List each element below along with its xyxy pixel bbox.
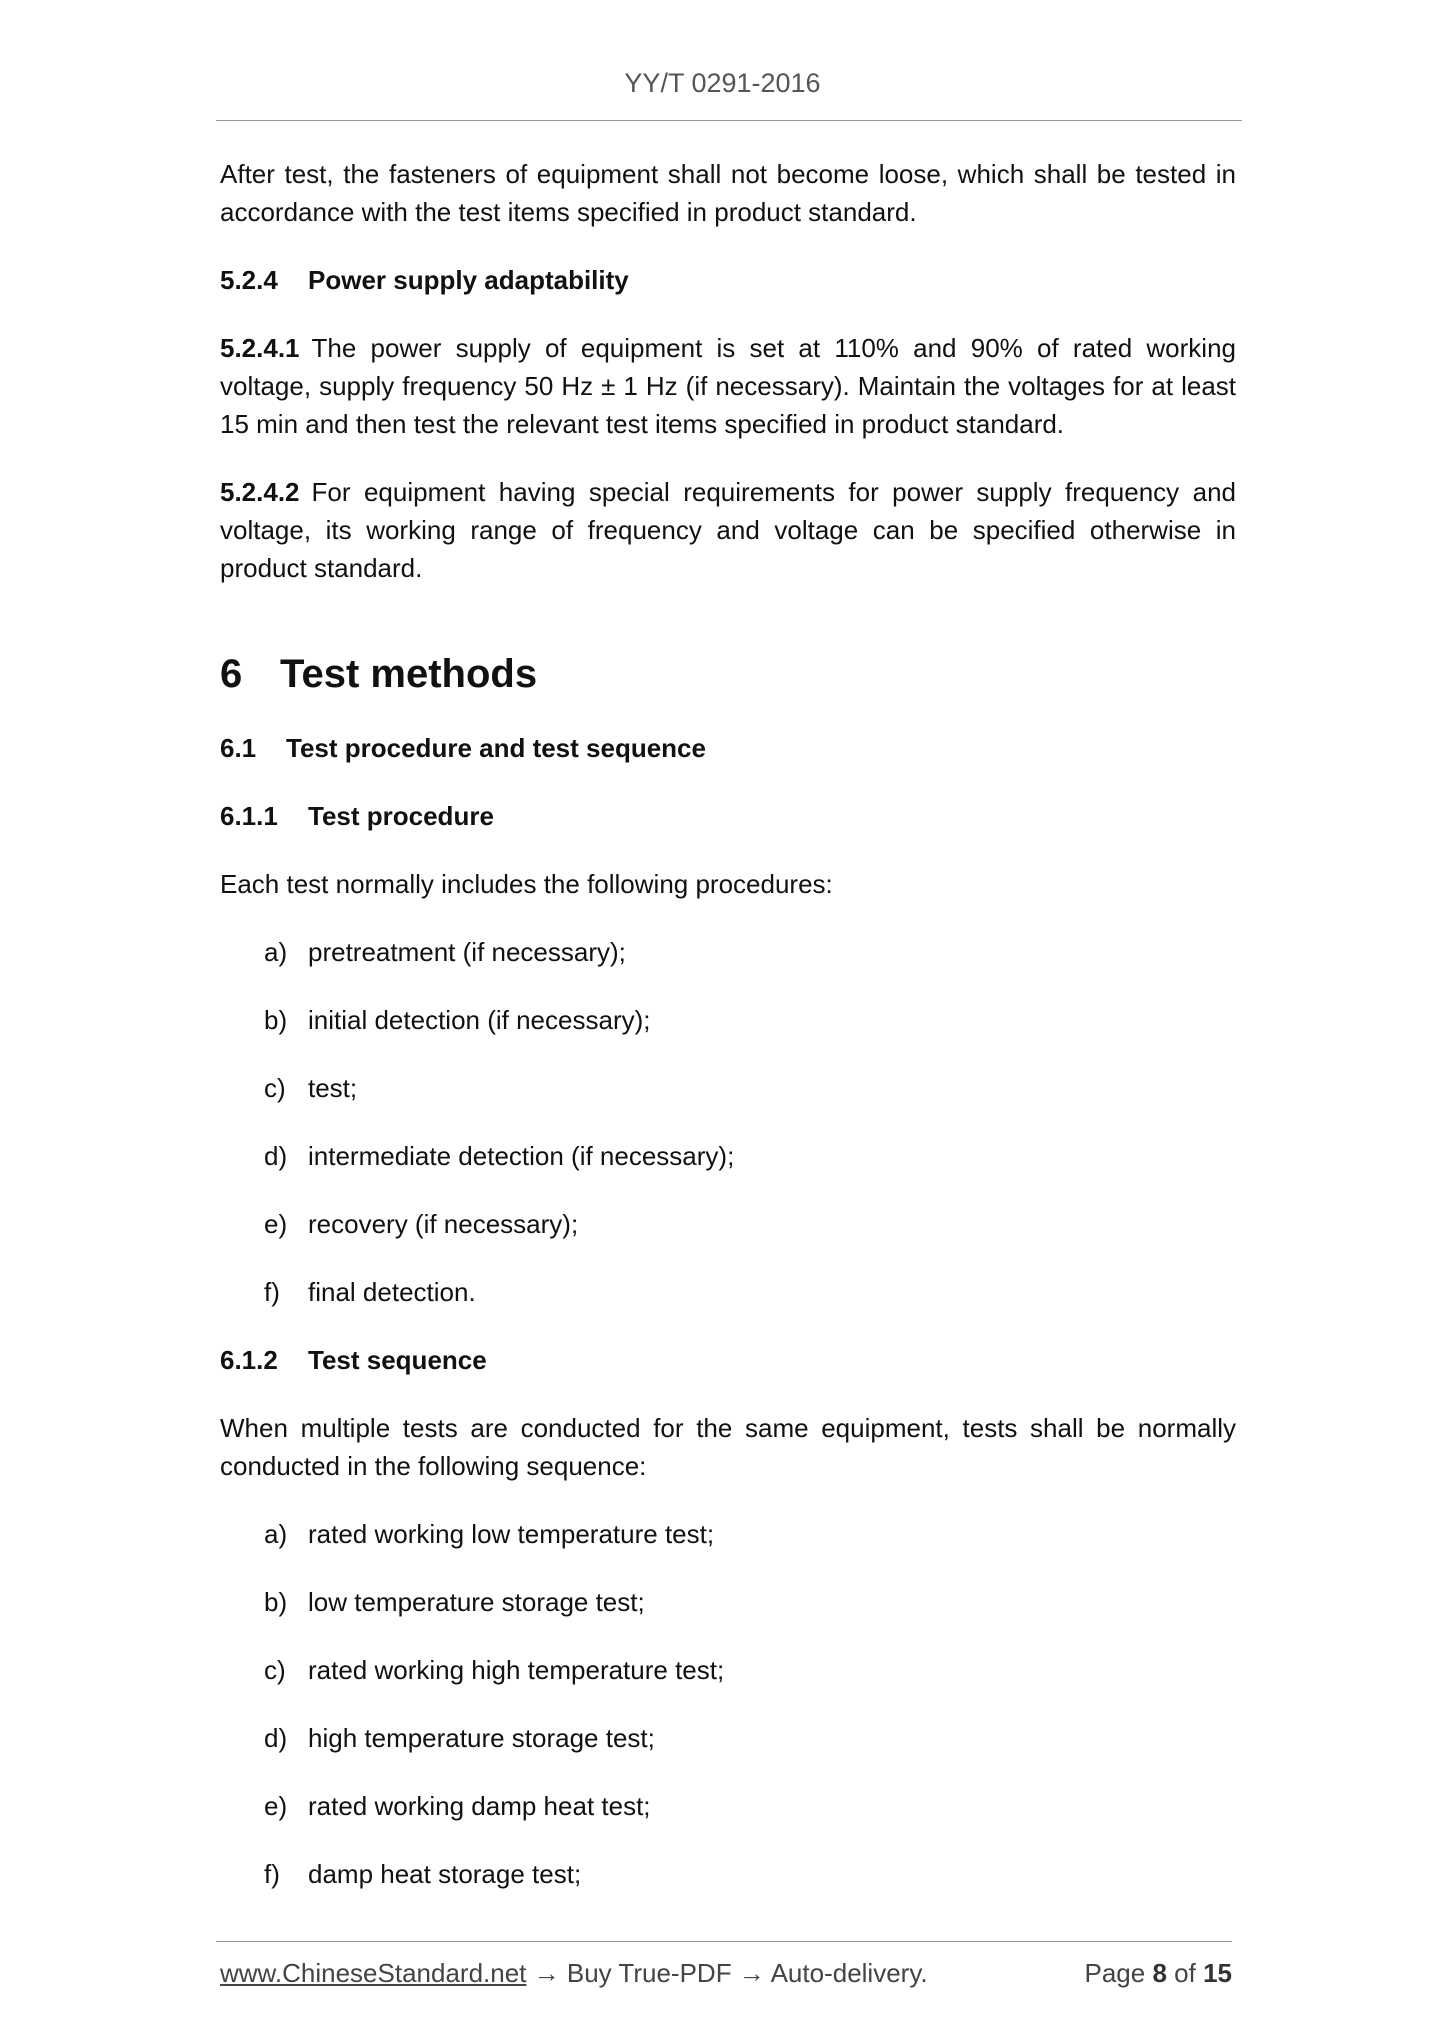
section-number: 6.1.2	[220, 1345, 278, 1375]
clause-text: For equipment having special requirements for power supply frequency and voltage, its working range of frequency and voltage can be specified otherwise in product standard.	[220, 477, 1236, 583]
list-item	[220, 1651, 1236, 1689]
list-item-text: recovery (if necessary);	[308, 1209, 579, 1239]
section-5-2-4-heading	[220, 261, 1236, 299]
list-item-label: c)	[264, 1655, 286, 1685]
list-item	[220, 1205, 1236, 1243]
list-item-label: b)	[264, 1005, 288, 1035]
list-item-text: damp heat storage test;	[308, 1859, 582, 1889]
list-item-label: d)	[264, 1723, 288, 1753]
list-item-label: a)	[264, 937, 288, 967]
list-item-text: intermediate detection (if necessary);	[308, 1141, 735, 1171]
clause-number: 5.2.4.2	[220, 477, 300, 507]
list-item-text: pretreatment (if necessary);	[308, 937, 626, 967]
current-page: 8	[1152, 1958, 1167, 1988]
list-item-label: e)	[264, 1209, 288, 1239]
section-6-1-1-heading	[220, 797, 1236, 835]
list-item-text: initial detection (if necessary);	[308, 1005, 651, 1035]
document-body	[220, 155, 1236, 1893]
clause-5-2-4-1	[220, 329, 1236, 443]
header-divider	[216, 120, 1242, 121]
procedure-list	[220, 933, 1236, 1311]
list-item	[220, 1273, 1236, 1311]
list-item-label: b)	[264, 1587, 288, 1617]
page-footer	[220, 1958, 1232, 1989]
list-item-text: test;	[308, 1073, 358, 1103]
intro-paragraph: After test, the fasteners of equipment shall not become loose, which shall be tested in accordance with the test items specified in product standard.	[220, 159, 1236, 227]
section-title: Test sequence	[308, 1345, 487, 1375]
list-item-label: a)	[264, 1519, 288, 1549]
footer-tagline: → Buy True-PDF → Auto-delivery.	[533, 1958, 928, 1988]
list-item	[220, 1515, 1236, 1553]
section-number: 5.2.4	[220, 265, 278, 295]
list-item	[220, 1855, 1236, 1893]
section-number: 6.1	[220, 733, 257, 763]
list-item-text: final detection.	[308, 1277, 476, 1307]
chapter-number: 6	[220, 652, 243, 696]
section-6-1-heading	[220, 729, 1236, 767]
list-item	[220, 1583, 1236, 1621]
list-item-text: rated working high temperature test;	[308, 1655, 725, 1685]
section-title: Power supply adaptability	[308, 265, 629, 295]
list-item	[220, 1787, 1236, 1825]
procedure-intro: Each test normally includes the following procedures:	[220, 869, 833, 899]
sequence-list	[220, 1515, 1236, 1893]
footer-divider	[216, 1941, 1232, 1942]
list-item-text: rated working damp heat test;	[308, 1791, 651, 1821]
list-item-label: f)	[264, 1277, 280, 1307]
list-item	[220, 1719, 1236, 1757]
list-item-text: high temperature storage test;	[308, 1723, 655, 1753]
list-item	[220, 1001, 1236, 1039]
list-item-label: e)	[264, 1791, 288, 1821]
page-word: Page	[1084, 1958, 1146, 1988]
clause-5-2-4-2	[220, 473, 1236, 587]
list-item-label: c)	[264, 1073, 286, 1103]
page-indicator	[1084, 1958, 1232, 1989]
section-number: 6.1.1	[220, 801, 278, 831]
website-link[interactable]: www.ChineseStandard.net	[220, 1958, 527, 1988]
of-word: of	[1174, 1958, 1196, 1988]
list-item-label: d)	[264, 1141, 288, 1171]
list-item	[220, 1137, 1236, 1175]
section-title: Test procedure and test sequence	[286, 733, 706, 763]
list-item-text: rated working low temperature test;	[308, 1519, 715, 1549]
chapter-6-heading	[220, 649, 1236, 699]
section-title: Test procedure	[308, 801, 494, 831]
sequence-intro: When multiple tests are conducted for the same equipment, tests shall be normally conducted in the following sequence:	[220, 1413, 1236, 1481]
clause-number: 5.2.4.1	[220, 333, 300, 363]
section-6-1-2-heading	[220, 1341, 1236, 1379]
list-item	[220, 1069, 1236, 1107]
list-item-label: f)	[264, 1859, 280, 1889]
chapter-title: Test methods	[280, 652, 538, 696]
list-item	[220, 933, 1236, 971]
list-item-text: low temperature storage test;	[308, 1587, 645, 1617]
page-header: YY/T 0291-2016	[624, 68, 821, 98]
total-pages: 15	[1203, 1958, 1232, 1988]
clause-text: The power supply of equipment is set at 110% and 90% of rated working voltage, supply frequency 50 Hz ± 1 Hz (if necessary). Maintain the voltages for at least 15 min and then test the relevant test items specified in product standard.	[220, 333, 1236, 439]
